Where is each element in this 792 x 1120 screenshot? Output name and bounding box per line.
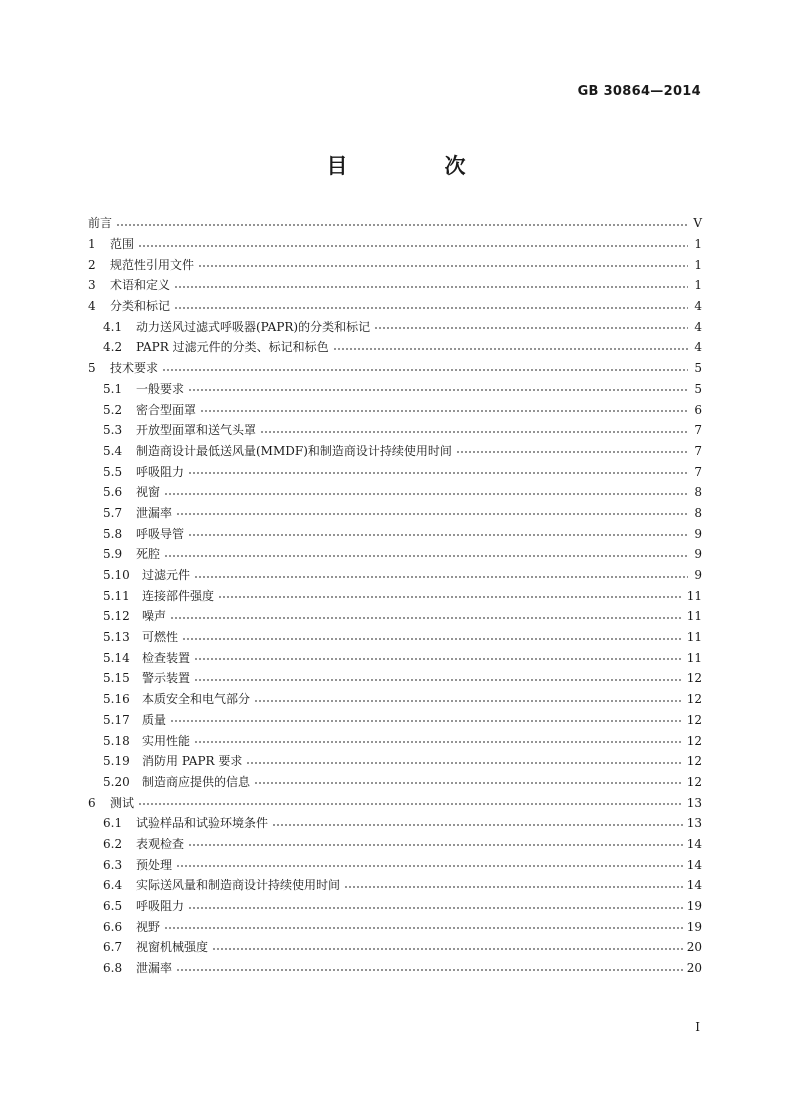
- toc-entry-title: 前言: [88, 216, 113, 231]
- toc-entry-title: 呼吸阻力: [136, 464, 185, 479]
- toc-entry-title: 实际送风量和制造商设计持续使用时间: [136, 878, 341, 893]
- toc-entry-page: 14: [686, 878, 702, 893]
- toc-entry-page: 4: [694, 319, 702, 334]
- toc-entry-number: 6.7: [103, 940, 123, 955]
- toc-entry[interactable]: [88, 544, 702, 565]
- toc-entry-number: 6.8: [103, 961, 123, 976]
- dot-leader: [176, 865, 683, 867]
- toc-entry-title: 动力送风过滤式呼吸器(PAPR)的分类和标记: [136, 319, 371, 334]
- dot-leader: [164, 555, 688, 557]
- table-of-contents: [88, 213, 702, 978]
- dot-leader: [138, 245, 688, 247]
- toc-entry[interactable]: [88, 772, 702, 793]
- toc-entry-number: 5.18: [103, 733, 130, 748]
- toc-entry-number: 4: [88, 299, 96, 314]
- toc-entry[interactable]: [88, 275, 702, 296]
- dot-leader: [260, 431, 688, 433]
- toc-entry-title: 可燃性: [142, 630, 179, 645]
- toc-entry-title: 消防用 PAPR 要求: [142, 754, 243, 769]
- toc-entry-page: 19: [686, 899, 702, 914]
- toc-entry-page: 8: [694, 505, 702, 520]
- dot-leader: [174, 307, 688, 309]
- dot-leader: [254, 782, 683, 784]
- dot-leader: [200, 410, 688, 412]
- toc-entry-page: 11: [686, 630, 702, 645]
- dot-leader: [194, 741, 683, 743]
- dot-leader: [164, 493, 688, 495]
- dot-leader: [254, 700, 683, 702]
- toc-entry-title: 本质安全和电气部分: [142, 692, 251, 707]
- dot-leader: [188, 844, 683, 846]
- toc-entry-page: 9: [694, 568, 702, 583]
- toc-entry-number: 6.3: [103, 857, 123, 872]
- toc-entry-number: 5.20: [103, 774, 130, 789]
- toc-entry-page: 14: [686, 836, 702, 851]
- toc-entry[interactable]: [88, 937, 702, 958]
- toc-entry-title: 呼吸导管: [136, 526, 185, 541]
- dot-leader: [246, 762, 682, 764]
- dot-leader: [162, 369, 688, 371]
- toc-entry-title: 术语和定义: [110, 278, 171, 293]
- toc-entry-number: 5: [88, 361, 96, 376]
- toc-entry-title: 警示装置: [142, 671, 191, 686]
- toc-entry-page: 7: [694, 464, 702, 479]
- toc-entry-title: 死腔: [136, 547, 161, 562]
- dot-leader: [116, 224, 688, 226]
- page-title: 目 次: [326, 154, 504, 178]
- toc-entry-number: 5.11: [103, 588, 130, 603]
- toc-entry-title: 泄漏率: [136, 505, 173, 520]
- toc-entry-page: 11: [686, 588, 702, 603]
- toc-entry-page: 12: [686, 774, 702, 789]
- toc-entry-title: 视窗: [136, 485, 161, 500]
- dot-leader: [344, 886, 683, 888]
- toc-entry-title: 检查装置: [142, 650, 191, 665]
- toc-entry[interactable]: [88, 834, 702, 855]
- toc-entry-number: 2: [88, 257, 96, 272]
- toc-entry[interactable]: [88, 358, 702, 379]
- toc-entry-title: 制造商应提供的信息: [142, 774, 251, 789]
- toc-entry-title: 表观检查: [136, 836, 185, 851]
- toc-entry-title: 制造商设计最低送风量(MMDF)和制造商设计持续使用时间: [136, 443, 452, 458]
- toc-entry[interactable]: [88, 420, 702, 441]
- toc-entry[interactable]: [88, 896, 702, 917]
- toc-entry[interactable]: [88, 399, 702, 420]
- dot-leader: [456, 451, 688, 453]
- toc-entry-number: 5.17: [103, 712, 130, 727]
- toc-entry-page: 9: [694, 547, 702, 562]
- toc-entry-page: 7: [694, 443, 702, 458]
- toc-entry-page: 6: [694, 402, 702, 417]
- toc-entry-number: 6.6: [103, 919, 123, 934]
- toc-entry[interactable]: [88, 565, 702, 586]
- toc-entry-title: 分类和标记: [110, 299, 171, 314]
- toc-entry-title: 噪声: [142, 609, 167, 624]
- toc-entry-number: 4.2: [103, 340, 123, 355]
- toc-entry-title: 密合型面罩: [136, 402, 197, 417]
- toc-entry-number: 5.14: [103, 650, 130, 665]
- toc-entry[interactable]: [88, 916, 702, 937]
- dot-leader: [188, 472, 688, 474]
- toc-entry-number: 3: [88, 278, 96, 293]
- toc-entry-page: 7: [694, 423, 702, 438]
- toc-entry-number: 5.9: [103, 547, 123, 562]
- toc-entry-number: 5.13: [103, 630, 130, 645]
- dot-leader: [218, 596, 683, 598]
- toc-entry-page: 12: [686, 733, 702, 748]
- toc-entry[interactable]: [88, 441, 702, 462]
- toc-entry-title: 预处理: [136, 857, 173, 872]
- dot-leader: [194, 679, 683, 681]
- toc-entry-page: 5: [694, 381, 702, 396]
- dot-leader: [188, 907, 683, 909]
- toc-entry[interactable]: [88, 647, 702, 668]
- toc-entry-page: 12: [686, 754, 702, 769]
- toc-entry[interactable]: [88, 296, 702, 317]
- toc-entry-title: 技术要求: [110, 361, 159, 376]
- dot-leader: [333, 348, 688, 350]
- toc-entry-title: 泄漏率: [136, 961, 173, 976]
- toc-entry-title: 实用性能: [142, 733, 191, 748]
- toc-entry-number: 6: [88, 795, 96, 810]
- toc-entry-number: 5.15: [103, 671, 130, 686]
- toc-entry-number: 5.10: [103, 568, 130, 583]
- dot-leader: [194, 658, 683, 660]
- toc-entry-number: 5.2: [103, 402, 123, 417]
- toc-entry-page: 12: [686, 692, 702, 707]
- toc-entry-number: 5.4: [103, 443, 123, 458]
- toc-entry-number: 4.1: [103, 319, 123, 334]
- toc-entry-page: 1: [694, 278, 702, 293]
- toc-entry[interactable]: [88, 792, 702, 813]
- toc-entry[interactable]: [88, 213, 702, 234]
- toc-entry-number: 5.19: [103, 754, 130, 769]
- page-number: I: [695, 1020, 700, 1034]
- toc-entry[interactable]: [88, 730, 702, 751]
- toc-entry[interactable]: [88, 606, 702, 627]
- toc-entry-page: 4: [694, 340, 702, 355]
- dot-leader: [164, 927, 683, 929]
- toc-entry[interactable]: [88, 523, 702, 544]
- toc-entry[interactable]: [88, 585, 702, 606]
- toc-entry[interactable]: [88, 627, 702, 648]
- toc-entry[interactable]: [88, 337, 702, 358]
- toc-entry-number: 1: [88, 237, 96, 252]
- toc-entry-page: 19: [686, 919, 702, 934]
- dot-leader: [174, 286, 688, 288]
- toc-entry-number: 5.16: [103, 692, 130, 707]
- toc-entry-title: 范围: [110, 237, 135, 252]
- toc-entry[interactable]: [88, 316, 702, 337]
- toc-entry[interactable]: [88, 813, 702, 834]
- dot-leader: [374, 327, 688, 329]
- toc-entry-page: 4: [694, 299, 702, 314]
- toc-entry[interactable]: [88, 875, 702, 896]
- dot-leader: [170, 720, 683, 722]
- dot-leader: [188, 534, 688, 536]
- toc-entry-page: 9: [694, 526, 702, 541]
- toc-entry-page: 20: [686, 940, 702, 955]
- toc-entry-title: 质量: [142, 712, 167, 727]
- dot-leader: [272, 824, 683, 826]
- toc-entry-number: 6.1: [103, 816, 123, 831]
- toc-entry-page: 11: [686, 609, 702, 624]
- toc-entry-title: 测试: [110, 795, 135, 810]
- toc-entry-page: 13: [686, 816, 702, 831]
- toc-entry-number: 5.12: [103, 609, 130, 624]
- toc-entry-title: 视野: [136, 919, 161, 934]
- toc-entry-number: 5.1: [103, 381, 123, 396]
- toc-entry-number: 5.8: [103, 526, 123, 541]
- toc-entry[interactable]: [88, 254, 702, 275]
- toc-entry-number: 5.6: [103, 485, 123, 500]
- toc-entry-page: 20: [686, 961, 702, 976]
- toc-entry[interactable]: [88, 689, 702, 710]
- toc-entry[interactable]: [88, 854, 702, 875]
- toc-entry-page: 1: [694, 237, 702, 252]
- toc-entry-number: 5.5: [103, 464, 123, 479]
- toc-entry-page: 14: [686, 857, 702, 872]
- toc-entry-number: 6.4: [103, 878, 123, 893]
- toc-entry[interactable]: [88, 668, 702, 689]
- toc-entry-title: 呼吸阻力: [136, 899, 185, 914]
- dot-leader: [212, 948, 683, 950]
- toc-entry[interactable]: [88, 461, 702, 482]
- toc-entry-title: 过滤元件: [142, 568, 191, 583]
- toc-entry-page: 12: [686, 712, 702, 727]
- toc-entry[interactable]: [88, 958, 702, 979]
- toc-entry-page: Ⅴ: [693, 216, 702, 231]
- toc-entry-page: 5: [694, 361, 702, 376]
- toc-entry-page: 11: [686, 650, 702, 665]
- toc-entry-page: 8: [694, 485, 702, 500]
- toc-entry-title: 试验样品和试验环境条件: [136, 816, 269, 831]
- toc-entry-number: 6.2: [103, 836, 123, 851]
- dot-leader: [170, 617, 683, 619]
- toc-entry-page: 1: [694, 257, 702, 272]
- toc-entry-title: 开放型面罩和送气头罩: [136, 423, 257, 438]
- toc-entry[interactable]: [88, 751, 702, 772]
- toc-entry-number: 5.3: [103, 423, 123, 438]
- toc-entry-number: 5.7: [103, 505, 123, 520]
- toc-entry-title: 规范性引用文件: [110, 257, 195, 272]
- dot-leader: [176, 969, 683, 971]
- toc-entry[interactable]: [88, 234, 702, 255]
- toc-entry-page: 13: [686, 795, 702, 810]
- dot-leader: [188, 389, 688, 391]
- dot-leader: [176, 513, 688, 515]
- toc-entry[interactable]: [88, 482, 702, 503]
- toc-entry[interactable]: [88, 379, 702, 400]
- dot-leader: [138, 803, 683, 805]
- toc-entry-page: 12: [686, 671, 702, 686]
- toc-entry-title: 视窗机械强度: [136, 940, 209, 955]
- toc-entry-number: 6.5: [103, 899, 123, 914]
- dot-leader: [194, 576, 688, 578]
- toc-entry[interactable]: [88, 710, 702, 731]
- toc-entry-title: PAPR 过滤元件的分类、标记和标色: [136, 340, 329, 355]
- standard-code: GB 30864—2014: [577, 84, 701, 99]
- dot-leader: [182, 638, 683, 640]
- toc-entry[interactable]: [88, 503, 702, 524]
- toc-entry-title: 一般要求: [136, 381, 185, 396]
- toc-entry-title: 连接部件强度: [142, 588, 215, 603]
- dot-leader: [198, 265, 688, 267]
